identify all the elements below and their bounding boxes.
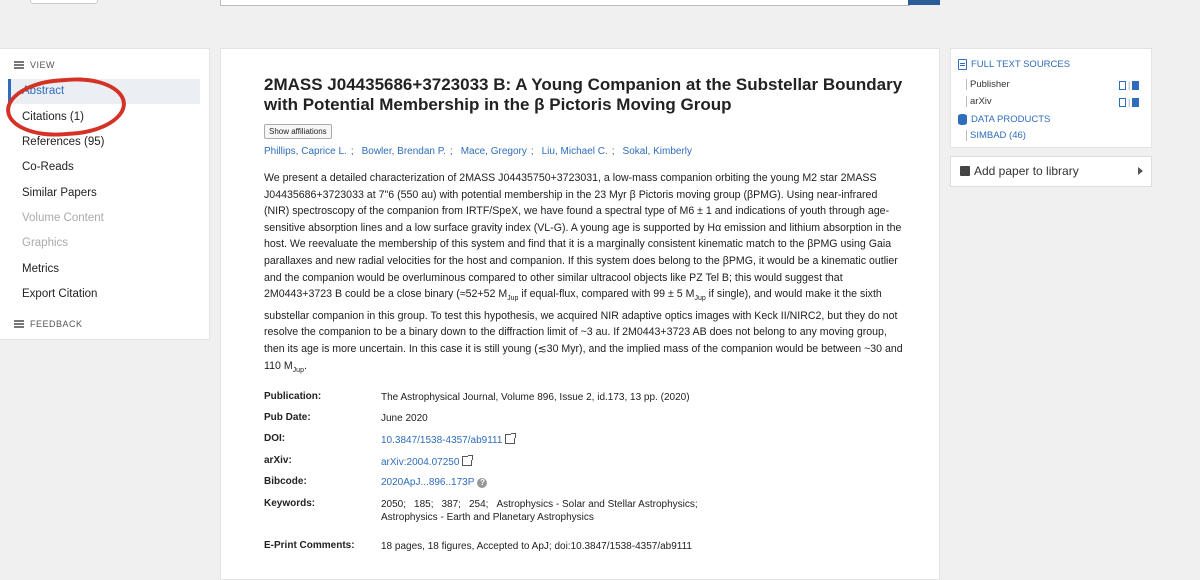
nav-item-export-citation[interactable]: Export Citation	[22, 288, 98, 300]
html-icon[interactable]	[1132, 81, 1139, 90]
html-icon[interactable]	[1132, 98, 1139, 107]
author-link[interactable]: Sokal, Kimberly	[622, 146, 693, 157]
data-products-header: DATA PRODUCTS	[958, 114, 1050, 125]
keyword: Astrophysics - Earth and Planetary Astrophysics	[381, 512, 594, 523]
nav-item-metrics[interactable]: Metrics	[22, 263, 60, 275]
list-icon	[14, 320, 24, 328]
pubdate-value: June 2020	[381, 413, 428, 424]
publication-value: The Astrophysical Journal, Volume 896, Issue 2, id.173, 13 pp. (2020)	[381, 392, 690, 403]
arxiv-links: |	[1119, 97, 1139, 107]
nav-item-volume-content: Volume Content	[22, 212, 104, 224]
publisher-links: |	[1119, 80, 1139, 90]
doi-label: DOI:	[264, 433, 286, 444]
publication-label: Publication:	[264, 391, 322, 402]
sources-panel	[950, 48, 1152, 148]
keyword: 254;	[468, 499, 489, 510]
top-bar	[0, 0, 1200, 8]
pdf-icon[interactable]	[1119, 98, 1126, 107]
eprint-label: E-Print Comments:	[264, 540, 355, 551]
arxiv-label: arXiv:	[264, 455, 292, 466]
nav-item-citations[interactable]: Citations (1)	[22, 111, 84, 123]
nav-item-graphics: Graphics	[22, 237, 69, 249]
search-input[interactable]	[220, 0, 910, 6]
author-link[interactable]: Phillips, Caprice L.	[264, 146, 347, 157]
eprint-value: 18 pages, 18 figures, Accepted to ApJ; doi:10.3847/1538-4357/ab9111	[381, 541, 692, 552]
abstract-panel	[220, 48, 940, 580]
feedback-header[interactable]	[14, 319, 83, 329]
add-to-library-button[interactable]	[950, 156, 1152, 187]
database-icon	[958, 114, 967, 125]
search-button[interactable]	[908, 0, 940, 5]
simbad-link[interactable]: SIMBAD (46)	[966, 130, 1026, 141]
keyword: Astrophysics - Solar and Stellar Astrophysics;	[496, 499, 698, 510]
nav-item-co-reads[interactable]: Co-Reads	[22, 161, 74, 173]
pdf-icon[interactable]	[1119, 81, 1126, 90]
top-left-button[interactable]	[30, 0, 98, 4]
external-link-icon[interactable]	[462, 456, 472, 466]
chevron-right-icon	[1138, 167, 1143, 175]
author-link[interactable]: Bowler, Brendan P.	[361, 146, 446, 157]
bibcode-link[interactable]: 2020ApJ...896..173P	[381, 477, 475, 488]
keywords-label: Keywords:	[264, 498, 316, 509]
author-link[interactable]: Mace, Gregory	[460, 146, 527, 157]
show-affiliations-button[interactable]: Show affiliations	[264, 124, 332, 139]
add-to-library-label: Add paper to library	[974, 164, 1079, 178]
nav-item-references[interactable]: References (95)	[22, 136, 105, 148]
source-arxiv: arXiv	[966, 96, 992, 107]
author-list: Phillips, Caprice L. ; Bowler, Brendan P. ; Mace, Gregory ; Liu, Michael C. ; Sokal, Kimberly	[264, 146, 693, 157]
keyword: 2050;	[381, 499, 407, 510]
arxiv-link[interactable]: arXiv:2004.07250	[381, 457, 460, 468]
bibcode-label: Bibcode:	[264, 476, 307, 487]
author-link[interactable]: Liu, Michael C.	[541, 146, 608, 157]
doi-link[interactable]: 10.3847/1538-4357/ab9111	[381, 435, 503, 446]
keyword: 387;	[441, 499, 461, 510]
external-link-icon[interactable]	[505, 434, 515, 444]
source-publisher: Publisher	[966, 79, 1010, 90]
pubdate-label: Pub Date:	[264, 412, 311, 423]
document-icon	[958, 59, 967, 70]
keyword: 185;	[414, 499, 434, 510]
list-icon	[14, 61, 24, 69]
view-header[interactable]	[14, 60, 55, 70]
full-text-sources-header: FULL TEXT SOURCES	[958, 59, 1070, 70]
book-icon	[960, 166, 970, 176]
abstract-text: We present a detailed characterization of 2MASS J04435750+3723031, a low-mass companion orbiting the young M2 star 2MASS J04435686+3723033 at 7"6 (550 au) with potential membership in the 23 Myr β Pictoris moving group (βPMG). Using near-infrared (NIR) spectroscopy of the companion from IRTF/SpeX, we have found a spectral type of M6 ± 1 and indications of youth through age-sensitive absorption lines and a low surface gravity index (VL-G). A young age is supported by Hα emission and lithium absorption in the host. We reevaluate the membership of this system and find that it is a marginally consistent kinematic match to the βPMG using Gaia parallaxes and new radial velocities for the host and companion. If this system does belong to the βPMG, it would be a kinematic outlier and the companion would be overluminous compared to other similar ultracool objects like PZ Tel B; this would suggest that 2M0443+3723 B could be a close binary (≈52+52 $M_{Jup}$ if equal-flux, compared with 99 ± 5 $M_{Jup}$ if single), and would make it the sixth substellar companion in this group. To test this hypothesis, we acquired NIR adaptive optics images with Keck II/NIRC2, but they do not resolve the companion to be a binary down to the diffraction limit of ~3 au. If 2M0443+3723 AB does not belong to any moving group, then its age is more uncertain. In this case it is still young (≲30 Myr), and the implied mass of the companion would be between ~30 and 110 $M_{Jup}$.	[264, 172, 903, 374]
paper-title: 2MASS J04435686+3723033 B: A Young Companion at the Substellar Boundary with Potential Membership in the β Pictoris Moving Group	[264, 75, 903, 114]
feedback-label: FEEDBACK	[30, 319, 83, 329]
help-icon[interactable]: ?	[477, 478, 487, 488]
nav-item-abstract[interactable]: Abstract	[8, 79, 200, 104]
view-label: VIEW	[30, 60, 56, 70]
nav-item-similar-papers[interactable]: Similar Papers	[22, 187, 97, 199]
